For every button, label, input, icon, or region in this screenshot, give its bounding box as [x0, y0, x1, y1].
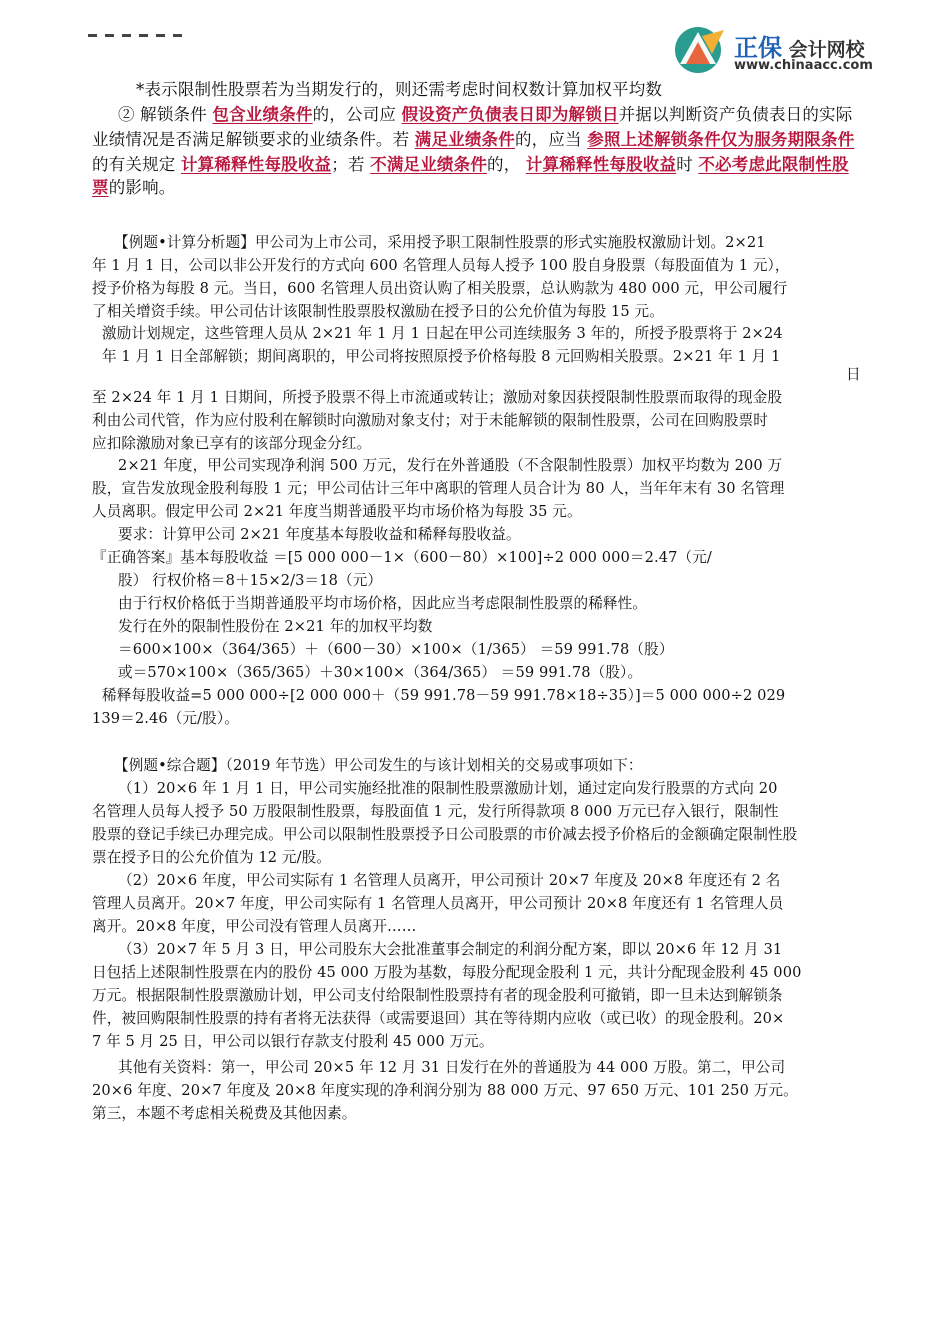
highlight-term: 票 [92, 178, 109, 197]
example2-line: 其他有关资料：第一，甲公司 20×5 年 12 月 31 日发行在外的普通股为 44 000 万股。第二，甲公司 [118, 1059, 786, 1076]
text-fragment: 时 [676, 155, 699, 174]
highlight-term: 计算稀释性每股收益 [180, 155, 332, 174]
brand-logo [672, 18, 932, 80]
example2-line: 20×6 年度、20×7 年度及 20×8 年度实现的净利润分别为 88 000 万元、97 650 万元、101 250 万元。 [92, 1082, 798, 1099]
text-fragment: 的，应当 [514, 130, 588, 149]
unlock-condition-line-2 [92, 130, 854, 150]
example2-line: （3）20×7 年 5 月 3 日，甲公司股东大会批准董事会制定的利润分配方案，即以 20×6 年 12 月 31 [118, 941, 783, 958]
note-line: *表示限制性股票若为当期发行的，则还需考虑时间权数计算加权平均数 [136, 80, 663, 99]
cropped-top-text [88, 28, 198, 37]
example2-line: 件，被回购限制性股票的持有者将无法获得（或需要退回）其在等待期内应收（或已收）的现金股利。20× [92, 1010, 785, 1027]
highlight-term: 满足业绩条件 [414, 130, 515, 149]
example2-line: 万元。根据限制性股票激励计划，甲公司支付给限制性股票持有者的现金股利可撤销，即一旦未达到解锁条 [92, 987, 783, 1004]
example2-line: 股票的登记手续已办理完成。甲公司以限制性股票授予日公司股票的市价减去授予价格后的金额确定限制性股 [92, 826, 798, 843]
example2-line: （1）20×6 年 1 月 1 日，甲公司实施经批准的限制性股票激励计划，通过定向发行股票的方式向 20 [118, 780, 778, 797]
example1-line: 年 1 月 1 日全部解锁；期间离职的，甲公司将按照原授予价格每股 8 元回购相关股票。2×21 年 1 月 1 [102, 348, 781, 365]
example2-line: 第三，本题不考虑相关税费及其他因素。 [92, 1105, 357, 1122]
text-fragment: 业绩情况是否满足解锁要求的业绩条件。若 [92, 130, 415, 149]
example1-answer: 139＝2.46（元/股）。 [92, 710, 239, 727]
logo-brand: 正保 [734, 34, 782, 62]
unlock-condition-line-3 [92, 155, 849, 175]
unlock-condition-line-4 [92, 178, 176, 198]
example1-answer: 发行在外的限制性股份在 2×21 年的加权平均数 [118, 618, 433, 635]
text-fragment: ；若 [331, 155, 371, 174]
example1-line: 激励计划规定，这些管理人员从 2×21 年 1 月 1 日起在甲公司连续服务 3 年的，所授予股票将于 2×24 [102, 325, 783, 342]
logo-name: 会计网校 [788, 39, 865, 61]
logo-url: www.chinaacc.com [734, 58, 873, 73]
text-fragment: ② 解锁条件 [118, 105, 213, 124]
logo-mark-icon [672, 24, 728, 76]
example2-title: 【例题•综合题】（2019 年节选）甲公司发生的与该计划相关的交易或事项如下： [114, 757, 643, 774]
example1-line: 应扣除激励对象已享有的该部分现金分红。 [92, 435, 372, 452]
example2-line: 离开。20×8 年度，甲公司没有管理人员离开…… [92, 918, 417, 935]
unlock-condition-line-1 [118, 105, 852, 125]
text-fragment: 的，公司应 [312, 105, 402, 124]
example1-line: 日 [846, 366, 861, 383]
example2-line: （2）20×6 年度，甲公司实际有 1 名管理人员离开，甲公司预计 20×7 年度及 20×8 年度还有 2 名 [118, 872, 781, 889]
text-fragment: 的， [487, 155, 526, 174]
example1-line: 2×21 年度，甲公司实现净利润 500 万元，发行在外普通股（不含限制性股票）加权平均数为 200 万 [118, 457, 783, 474]
example2-line: 票在授予日的公允价值为 12 元/股。 [92, 849, 331, 866]
example1-answer: 股） 行权价格＝8＋15×2/3＝18（元） [118, 572, 383, 589]
highlight-term: 不满足业绩条件 [370, 155, 488, 174]
highlight-term: 参照上述解锁条件仅为服务期限条件 [587, 130, 855, 149]
example1-line: 年 1 月 1 日，公司以非公开发行的方式向 600 名管理人员每人授予 100 股自身股票（每股面值为 1 元）， [92, 257, 790, 274]
text-fragment: 的影响。 [108, 178, 176, 197]
highlight-term: 假设资产负债表日即为解锁日 [401, 105, 619, 124]
example1-answer: 由于行权价格低于当期普通股平均市场价格，因此应当考虑限制性股票的稀释性。 [118, 595, 647, 612]
example2-line: 7 年 5 月 25 日，甲公司以银行存款支付股利 45 000 万元。 [92, 1033, 494, 1050]
example1-line: 授予价格为每股 8 元。当日，600 名管理人员出资认购了相关股票，总认购款为 480 000 元，甲公司履行 [92, 280, 788, 297]
example1-answer: 或＝570×100×（365/365）＋30×100×（364/365） ＝59 991.78（股）。 [118, 664, 643, 681]
highlight-term: 计算稀释性每股收益 [525, 155, 677, 174]
text-fragment: 并据以判断资产负债表日的实际 [618, 105, 853, 124]
example1-answer: ＝600×100×（364/365）＋（600－30）×100×（1/365） ＝59 991.78（股） [118, 641, 674, 658]
example1-line: 人员离职。假定甲公司 2×21 年度当期普通股平均市场价格为每股 35 元。 [92, 503, 582, 520]
example1-answer: 『正确答案』基本每股收益 ＝[5 000 000－1×（600－80）×100]÷2 000 000＝2.47（元/ [92, 549, 712, 566]
example1-title: 【例题•计算分析题】甲公司为上市公司，采用授予职工限制性股票的形式实施股权激励计划。2×21 [114, 234, 766, 251]
example1-line: 至 2×24 年 1 月 1 日期间，所授予股票不得上市流通或转让；激励对象因获授限制性股票而取得的现金股 [92, 389, 783, 406]
example2-line: 名管理人员每人授予 50 万股限制性股票，每股面值 1 元，发行所得款项 8 000 万元已存入银行，限制性 [92, 803, 779, 820]
highlight-term: 包含业绩条件 [212, 105, 313, 124]
example1-answer: 稀释每股收益=5 000 000÷[2 000 000＋（59 991.78－59 991.78×18÷35）]＝5 000 000÷2 029 [102, 687, 786, 704]
text-fragment: 的有关规定 [92, 155, 181, 174]
example2-line: 日包括上述限制性股票在内的股份 45 000 万股为基数，每股分配现金股利 1 元，共计分配现金股利 45 000 [92, 964, 802, 981]
example1-line: 股，宣告发放现金股利每股 1 元；甲公司估计三年中离职的管理人员合计为 80 人，当年年末有 30 名管理 [92, 480, 785, 497]
example1-line: 了相关增资手续。甲公司估计该限制性股票股权激励在授予日的公允价值为每股 15 元。 [92, 303, 664, 320]
example1-requirement: 要求：计算甲公司 2×21 年度基本每股收益和稀释每股收益。 [118, 526, 521, 543]
highlight-term: 不必考虑此限制性股 [698, 155, 849, 174]
example2-line: 管理人员离开。20×7 年度，甲公司实际有 1 名管理人员离开，甲公司预计 20×8 年度还有 1 名管理人员 [92, 895, 784, 912]
example1-line: 利由公司代管，作为应付股利在解锁时向激励对象支付；对于未能解锁的限制性股票，公司在回购股票时 [92, 412, 768, 429]
